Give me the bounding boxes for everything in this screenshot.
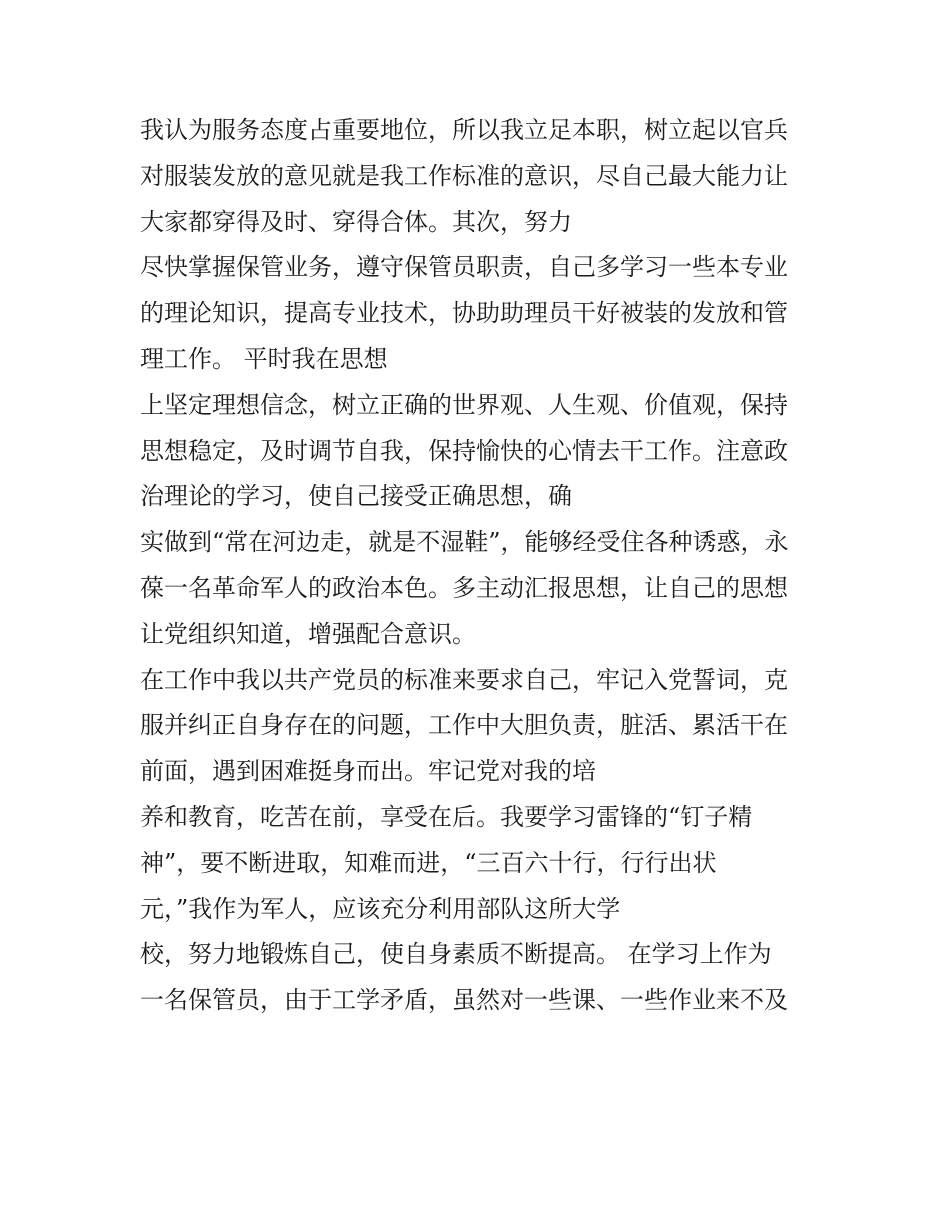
text-line-10: 实做到“常在河边走，就是不湿鞋”，能够经受住各种诱惑，永	[140, 528, 789, 557]
text-line-6: 理工作。 平时我在思想	[140, 344, 388, 373]
text-line-3: 大家都穿得及时、穿得合体。其次，努力	[140, 207, 572, 236]
document-body	[140, 108, 830, 1024]
text-line-13: 在工作中我以共产党员的标准来要求自己，牢记入党誓词，克	[140, 665, 788, 694]
text-line-8: 思想稳定，及时调节自我，保持愉快的心情去干工作。注意政	[140, 436, 788, 465]
text-line-15: 前面，遇到困难挺身而出。牢记党对我的培	[140, 757, 596, 786]
text-line-18: 元，”我作为军人，应该充分利用部队这所大学	[140, 894, 621, 923]
text-line-17: 神”，要不断进取，知难而进，“三百六十行，行行出状	[140, 848, 717, 877]
text-line-4: 尽快掌握保管业务，遵守保管员职责，自己多学习一些本专业	[140, 253, 788, 282]
text-line-7: 上坚定理想信念，树立正确的世界观、人生观、价值观，保持	[140, 390, 788, 419]
text-line-19: 校，努力地锻炼自己，使自身素质不断提高。 在学习上作为	[140, 940, 772, 969]
text-line-2: 对服装发放的意见就是我工作标准的意识，尽自己最大能力让	[140, 161, 788, 190]
text-line-11: 葆一名革命军人的政治本色。多主动汇报思想，让自己的思想	[140, 573, 788, 602]
text-line-20: 一名保管员，由于工学矛盾，虽然对一些课、一些作业来不及	[140, 986, 788, 1015]
text-line-16: 养和教育，吃苦在前，享受在后。我要学习雷锋的“钉子精	[140, 802, 753, 831]
text-line-12: 让党组织知道，增强配合意识。	[140, 619, 476, 648]
text-line-14: 服并纠正自身存在的问题，工作中大胆负责，脏活、累活干在	[140, 711, 788, 740]
text-line-1: 我认为服务态度占重要地位，所以我立足本职，树立起以官兵	[140, 116, 788, 144]
text-line-5: 的理论知识，提高专业技术，协助助理员干好被装的发放和管	[140, 299, 788, 328]
text-line-9: 治理论的学习，使自己接受正确思想，确	[140, 482, 572, 511]
